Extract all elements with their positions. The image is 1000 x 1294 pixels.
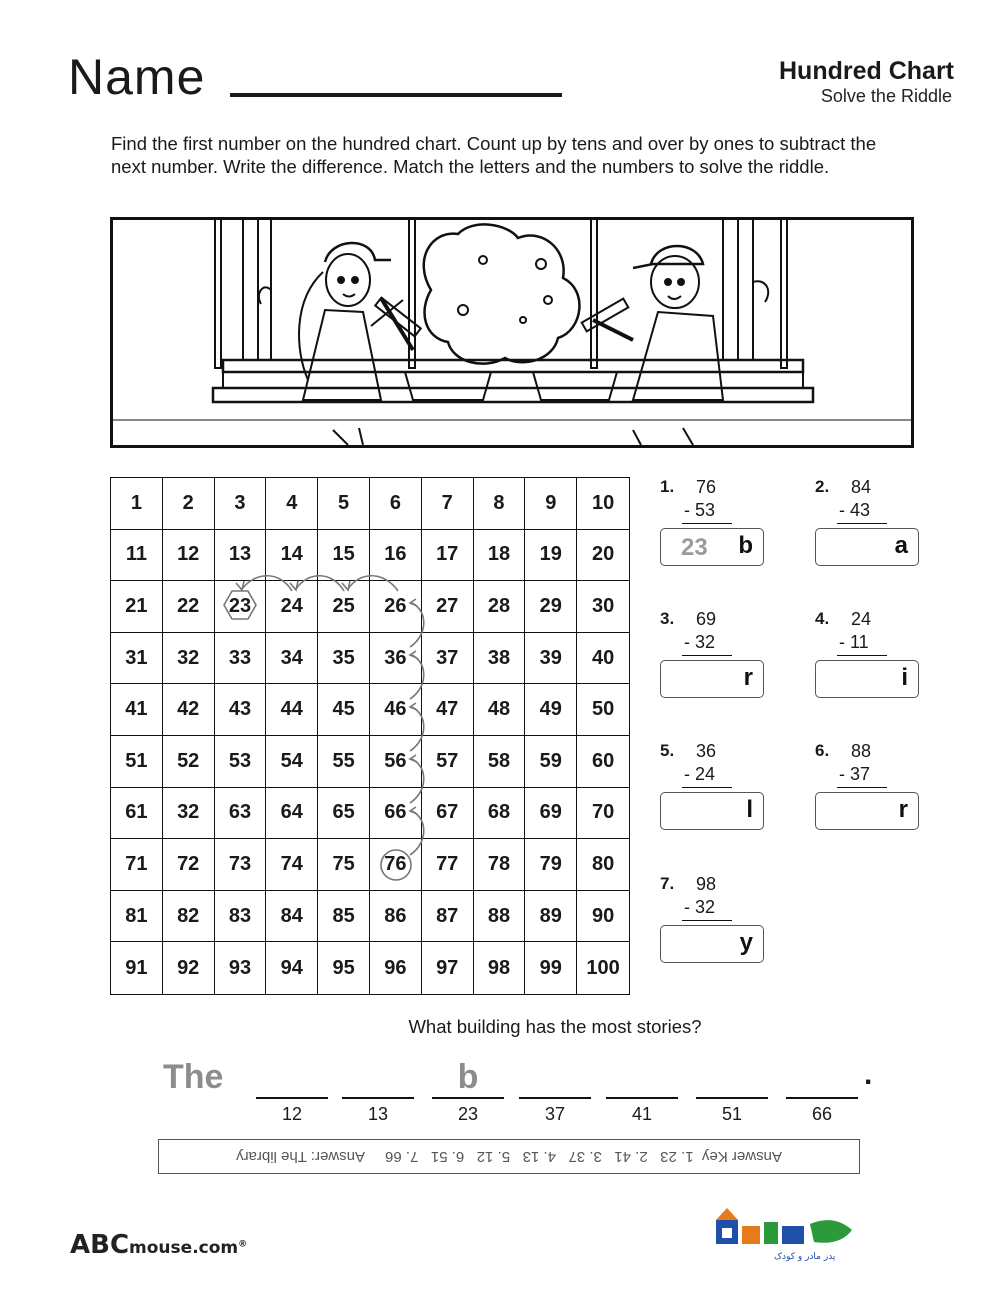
problem-minuend: 24 — [851, 609, 872, 629]
chart-cell: 3 — [215, 478, 267, 530]
abcmouse-logo-mouse: mouse — [129, 1238, 193, 1258]
chart-cell: 14 — [266, 530, 318, 582]
chart-cell: 42 — [163, 684, 215, 736]
chart-cell: 99 — [525, 942, 577, 994]
chart-cell: 65 — [318, 788, 370, 840]
hundred-chart — [110, 477, 630, 995]
blank-line — [696, 1097, 768, 1099]
chart-cell: 77 — [422, 839, 474, 891]
riddle-prefix: The — [163, 1058, 224, 1096]
answer-box[interactable] — [660, 925, 764, 963]
problem-rule — [682, 655, 732, 656]
problem-number: 1. — [660, 477, 675, 496]
chart-cell: 24 — [266, 581, 318, 633]
chart-cell: 93 — [215, 942, 267, 994]
chart-cell: 64 — [266, 788, 318, 840]
chart-cell: 97 — [422, 942, 474, 994]
problem-minuend: 84 — [851, 477, 872, 497]
chart-cell: 92 — [163, 942, 215, 994]
blank-number: 51 — [721, 1104, 743, 1124]
problem-rule — [837, 523, 887, 524]
chart-cell: 2 — [163, 478, 215, 530]
chart-cell: 54 — [266, 736, 318, 788]
chart-cell: 34 — [266, 633, 318, 685]
chart-cell: 38 — [474, 633, 526, 685]
problem-4 — [815, 609, 965, 719]
chart-cell: 20 — [577, 530, 629, 582]
chart-cell: 44 — [266, 684, 318, 736]
problem-minuend: 69 — [696, 609, 717, 629]
chart-cell: 88 — [474, 891, 526, 943]
chart-cell: 98 — [474, 942, 526, 994]
chart-cell: 19 — [525, 530, 577, 582]
problem-rule — [682, 787, 732, 788]
chart-cell: 13 — [215, 530, 267, 582]
problem-2 — [815, 477, 965, 587]
chart-cell: 78 — [474, 839, 526, 891]
problem-7 — [660, 874, 810, 984]
problem-rule — [682, 523, 732, 524]
blank-number: 23 — [457, 1104, 479, 1124]
name-label: Name — [68, 49, 206, 105]
problem-1 — [660, 477, 810, 587]
blank-line — [786, 1097, 858, 1099]
abcmouse-logo — [70, 1230, 247, 1260]
chart-cell: 49 — [525, 684, 577, 736]
answer-letter: r — [898, 796, 908, 823]
problem-minuend: 76 — [696, 477, 717, 497]
chart-cell: 8 — [474, 478, 526, 530]
chart-cell: 15 — [318, 530, 370, 582]
chart-cell: 43 — [215, 684, 267, 736]
name-write-line[interactable] — [230, 93, 562, 97]
chart-cell: 35 — [318, 633, 370, 685]
chart-cell: 22 — [163, 581, 215, 633]
chart-cell: 59 — [525, 736, 577, 788]
chart-cell: 100 — [586, 956, 620, 979]
blank-number: 66 — [811, 1104, 833, 1124]
answer-box[interactable] — [660, 660, 764, 698]
problem-subtrahend: - 32 — [684, 632, 716, 652]
worksheet-subtitle: Solve the Riddle — [820, 86, 952, 106]
chart-cell: 86 — [370, 891, 422, 943]
chart-cell: 50 — [577, 684, 629, 736]
chart-cell: 84 — [266, 891, 318, 943]
chart-cell: 90 — [577, 891, 629, 943]
problem-rule — [837, 655, 887, 656]
chart-cell: 79 — [525, 839, 577, 891]
problem-number: 4. — [815, 609, 830, 628]
chart-cell: 87 — [422, 891, 474, 943]
chart-cell: 40 — [577, 633, 629, 685]
chart-cell: 12 — [163, 530, 215, 582]
blank-number: 12 — [281, 1104, 303, 1124]
chart-cell: 58 — [474, 736, 526, 788]
answer-key-text: Answer Key 1. 23 2. 41 3. 37 4. 13 5. 12 6. 51 7. 66 Answer: The library — [236, 1148, 782, 1165]
chart-cell: 72 — [163, 839, 215, 891]
chart-cell: 25 — [318, 581, 370, 633]
chart-cell: 63 — [215, 788, 267, 840]
chart-cell: 53 — [215, 736, 267, 788]
problem-6 — [815, 741, 965, 851]
chart-cell: 7 — [422, 478, 474, 530]
chart-cell: 9 — [525, 478, 577, 530]
chart-cell: 46 — [370, 684, 422, 736]
problem-number: 6. — [815, 741, 830, 760]
chart-cell: 69 — [525, 788, 577, 840]
chart-cell: 51 — [111, 736, 163, 788]
chart-cell: 30 — [577, 581, 629, 633]
chart-cell: 80 — [577, 839, 629, 891]
chart-cell: 39 — [525, 633, 577, 685]
problem-rule — [682, 920, 732, 921]
chart-cell: 32 — [163, 788, 215, 840]
chart-cell: 23 — [215, 581, 267, 633]
chart-cell: 56 — [370, 736, 422, 788]
riddle-question: What building has the most stories? — [408, 1016, 702, 1037]
blank-number: 41 — [631, 1104, 653, 1124]
chart-cell: 76 — [370, 839, 422, 891]
chart-cell: 31 — [111, 633, 163, 685]
chart-cell: 26 — [370, 581, 422, 633]
chista-logo — [714, 1206, 859, 1266]
chart-cell: 57 — [422, 736, 474, 788]
answer-letter: y — [739, 929, 753, 956]
problem-subtrahend: - 43 — [839, 500, 871, 520]
chart-cell: 67 — [422, 788, 474, 840]
chart-cell: 1 — [111, 478, 163, 530]
problem-subtrahend: - 11 — [839, 632, 869, 652]
problem-subtrahend: - 37 — [839, 764, 871, 784]
chart-cell: 83 — [215, 891, 267, 943]
blank-line — [432, 1097, 504, 1099]
blank-line — [342, 1097, 414, 1099]
chart-cell: 11 — [111, 530, 163, 582]
chart-cell: 4 — [266, 478, 318, 530]
problem-minuend: 36 — [696, 741, 717, 761]
problem-number: 7. — [660, 874, 675, 893]
chart-cell: 75 — [318, 839, 370, 891]
abcmouse-logo-com: .com — [192, 1238, 239, 1258]
problem-minuend: 88 — [851, 741, 872, 761]
chart-cell: 96 — [370, 942, 422, 994]
chart-cell: 71 — [111, 839, 163, 891]
blank-line — [256, 1097, 328, 1099]
worksheet-title: Hundred Chart — [779, 57, 954, 85]
chart-cell: 89 — [525, 891, 577, 943]
blank-line — [519, 1097, 591, 1099]
answer-box[interactable] — [815, 660, 919, 698]
chart-cell: 52 — [163, 736, 215, 788]
chista-logo-mark — [714, 1206, 859, 1266]
problem-number: 3. — [660, 609, 675, 628]
chart-cell: 5 — [318, 478, 370, 530]
answer-box[interactable] — [815, 792, 919, 830]
chart-cell: 74 — [266, 839, 318, 891]
problem-subtrahend: - 24 — [684, 764, 716, 784]
answer-letter: a — [894, 532, 908, 559]
problem-number: 5. — [660, 741, 675, 760]
chart-cell: 41 — [111, 684, 163, 736]
abcmouse-logo-registered: ® — [238, 1239, 248, 1250]
chart-cell: 47 — [422, 684, 474, 736]
chart-cell: 10 — [577, 478, 629, 530]
answer-letter: b — [738, 532, 753, 559]
problem-5 — [660, 741, 810, 851]
problem-number: 2. — [815, 477, 830, 496]
chart-cell: 32 — [163, 633, 215, 685]
chart-cell: 60 — [577, 736, 629, 788]
answer-key-upside-down — [158, 1139, 860, 1174]
chart-cell: 48 — [474, 684, 526, 736]
chart-cell: 94 — [266, 942, 318, 994]
blank-line — [606, 1097, 678, 1099]
chart-cell: 16 — [370, 530, 422, 582]
chart-cell: 81 — [111, 891, 163, 943]
chista-logo-subtitle: پدر مادر و کودک — [774, 1252, 836, 1262]
chart-cell: 36 — [370, 633, 422, 685]
riddle-period: . — [864, 1058, 873, 1091]
chart-cell: 95 — [318, 942, 370, 994]
chart-cell: 73 — [215, 839, 267, 891]
chart-cell: 29 — [525, 581, 577, 633]
chart-cell: 33 — [215, 633, 267, 685]
chart-cell: 45 — [318, 684, 370, 736]
problem-subtrahend: - 53 — [684, 500, 716, 520]
window-washers-illustration — [110, 217, 914, 448]
chart-cell: 55 — [318, 736, 370, 788]
blank-number: 13 — [367, 1104, 389, 1124]
chart-cell: 28 — [474, 581, 526, 633]
chart-cell: 70 — [577, 788, 629, 840]
chart-cell: 82 — [163, 891, 215, 943]
answer-value: 23 — [681, 534, 708, 561]
illustration-line-art — [113, 220, 911, 445]
answer-letter: i — [901, 664, 908, 691]
chart-cell: 27 — [422, 581, 474, 633]
abcmouse-logo-abc: ABC — [70, 1230, 130, 1260]
chart-cell: 85 — [318, 891, 370, 943]
blank-letter: b — [457, 1058, 479, 1096]
instructions-text: Find the first number on the hundred chart. Count up by tens and over by ones to subtract the next number. Write the difference. Match the letters and the numbers to solve the riddle. — [111, 133, 877, 177]
answer-box[interactable] — [815, 528, 919, 566]
chart-cell: 91 — [111, 942, 163, 994]
chart-cell: 18 — [474, 530, 526, 582]
problem-rule — [837, 787, 887, 788]
problem-minuend: 98 — [696, 874, 717, 894]
problem-3 — [660, 609, 810, 719]
chart-cell: 68 — [474, 788, 526, 840]
answer-box[interactable] — [660, 528, 764, 566]
chart-cell: 61 — [111, 788, 163, 840]
chart-cell: 21 — [111, 581, 163, 633]
chart-cell: 37 — [422, 633, 474, 685]
answer-box[interactable] — [660, 792, 764, 830]
answer-letter: l — [746, 796, 753, 823]
chart-cell: 6 — [370, 478, 422, 530]
problem-subtrahend: - 32 — [684, 897, 716, 917]
chart-cell: 17 — [422, 530, 474, 582]
blank-number: 37 — [544, 1104, 566, 1124]
answer-letter: r — [743, 664, 753, 691]
chart-cell: 66 — [370, 788, 422, 840]
